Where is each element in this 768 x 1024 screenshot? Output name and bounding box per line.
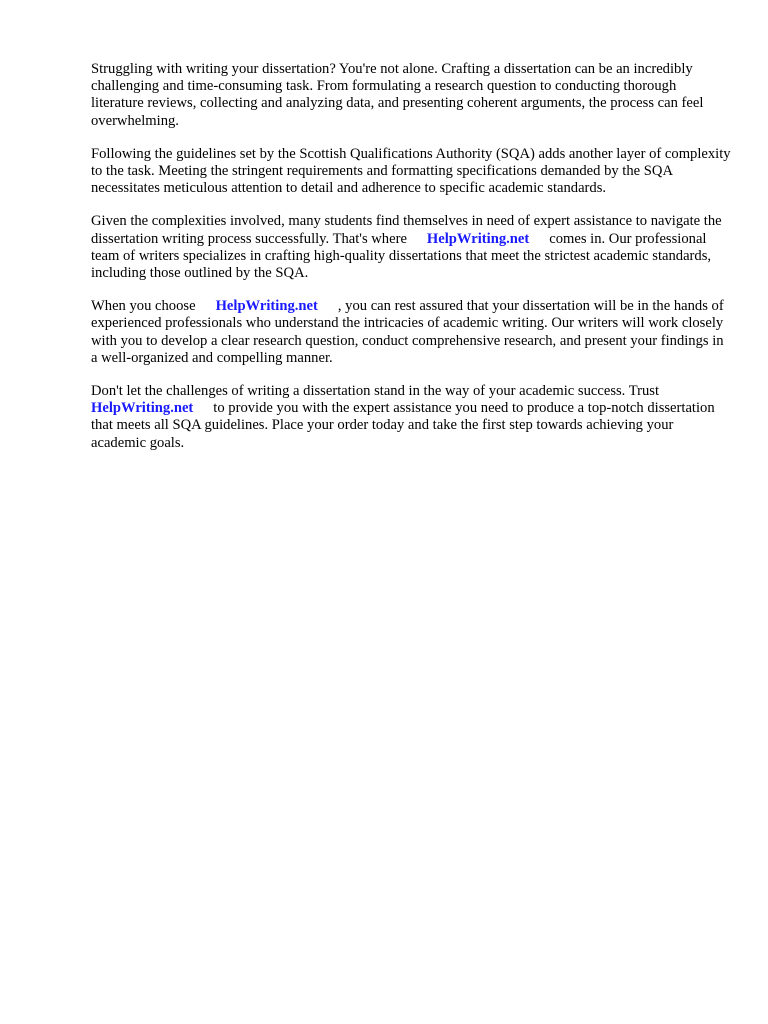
paragraph-sqa-guidelines (91, 146, 731, 198)
paragraph-choose-text-after: , you can rest assured that your dissertation will be in the hands of experienced professionals who understand the intricacies of academic writing. Our writers will work closely with you to develop a clear research question, conduct comprehensive research, and present your findings in a well-organized and compelling manner. (91, 298, 724, 366)
paragraph-choose-text-before: When you choose (91, 298, 196, 315)
paragraph-cta-text-before: Don't let the challenges of writing a dissertation stand in the way of your academic success. Trust (91, 383, 660, 400)
paragraph-expert-text-before: Given the complexities involved, many students find themselves in need of expert assistance to navigate the dissertation writing process successfully. That's where (91, 213, 722, 247)
helpwriting-link[interactable]: HelpWriting.net (426, 230, 530, 247)
paragraph-intro (91, 61, 731, 130)
helpwriting-link[interactable]: HelpWriting.net (91, 400, 194, 417)
paragraph-cta-text-after: to provide you with the expert assistance you need to produce a top-notch dissertation that meets all SQA guidelines. Place your order today and take the first step towards achieving your academic goals. (91, 400, 715, 451)
paragraph-expert-assistance (91, 213, 731, 282)
helpwriting-link[interactable]: HelpWriting.net (215, 298, 318, 315)
paragraph-sqa-text: Following the guidelines set by the Scottish Qualifications Authority (SQA) adds another layer of complexity to the task. Meeting the stringent requirements and formatting specifications demanded by the SQA necessitates meticulous attention to detail and adherence to specific academic standards. (91, 145, 731, 197)
paragraph-call-to-action (91, 383, 731, 452)
document-page (91, 61, 731, 468)
paragraph-intro-text: Struggling with writing your dissertation? You're not alone. Crafting a dissertation can be an incredibly challenging and time-consuming task. From formulating a research question to conducting thorough literature reviews, collecting and analyzing data, and presenting coherent arguments, the process can feel overwhelming. (91, 61, 704, 129)
paragraph-expert-text-after: comes in. Our professional team of writers specializes in crafting high-quality dissertations that meet the strictest academic standards, including those outlined by the SQA. (91, 230, 712, 282)
paragraph-choose (91, 298, 731, 367)
